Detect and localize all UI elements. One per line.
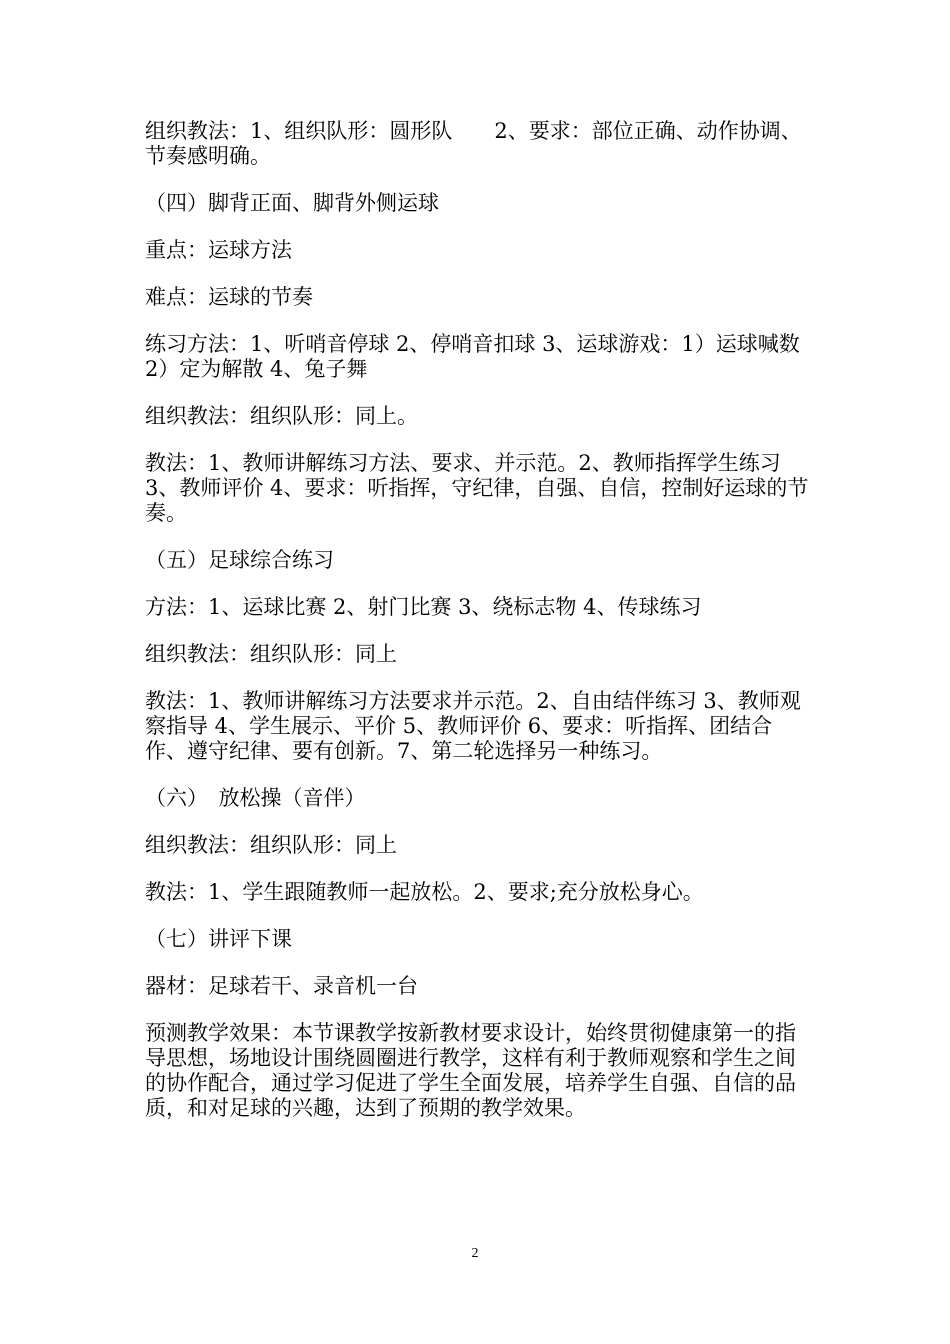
paragraph-equipment: 器材：足球若干、录音机一台: [145, 974, 418, 998]
section-heading-5: （五）足球综合练习: [145, 548, 334, 572]
section-heading-7: （七）讲评下课: [145, 927, 292, 951]
paragraph-difficulty: 难点：运球的节奏: [145, 285, 313, 309]
paragraph-key-point: 重点：运球方法: [145, 238, 292, 262]
paragraph-organization-1: 组织教法：1、组织队形：圆形队 2、要求：部位正确、动作协调、节奏感明确。: [145, 119, 802, 168]
paragraph-teaching-method-2: 教法：1、教师讲解练习方法要求并示范。2、自由结伴练习 3、教师观察指导 4、学生展示、平价 5、教师评价 6、要求：听指挥、团结合作、遵守纪律、要有创新。7、第二轮选择另一种练习。: [145, 689, 801, 763]
document-body: [145, 119, 810, 1143]
paragraph-teaching-method-3: 教法：1、学生跟随教师一起放松。2、要求;充分放松身心。: [145, 880, 704, 904]
paragraph-expected-effect: 预测教学效果：本节课教学按新教材要求设计，始终贯彻健康第一的指导思想，场地设计围绕圆圈进行教学，这样有利于教师观察和学生之间的协作配合，通过学习促进了学生全面发展，培养学生自强、自信的品质，和对足球的兴趣，达到了预期的教学效果。: [145, 1021, 796, 1120]
section-heading-4: （四）脚背正面、脚背外侧运球: [145, 191, 439, 215]
paragraph-teaching-method-1: 教法：1、教师讲解练习方法、要求、并示范。2、教师指挥学生练习 3、教师评价 4、要求：听指挥，守纪律，自强、自信，控制好运球的节奏。: [145, 451, 809, 525]
page-number: 2: [471, 1246, 479, 1261]
paragraph-organization-4: 组织教法：组织队形：同上: [145, 833, 397, 857]
paragraph-organization-3: 组织教法：组织队形：同上: [145, 642, 397, 666]
section-heading-6: （六） 放松操（音伴）: [145, 786, 366, 810]
paragraph-practice-methods: 练习方法：1、听哨音停球 2、停哨音扣球 3、运球游戏：1）运球喊数 2）定为解散 4、兔子舞: [145, 332, 807, 381]
paragraph-organization-2: 组织教法：组织队形：同上。: [145, 404, 418, 428]
paragraph-methods: 方法：1、运球比赛 2、射门比赛 3、绕标志物 4、传球练习: [145, 595, 702, 619]
